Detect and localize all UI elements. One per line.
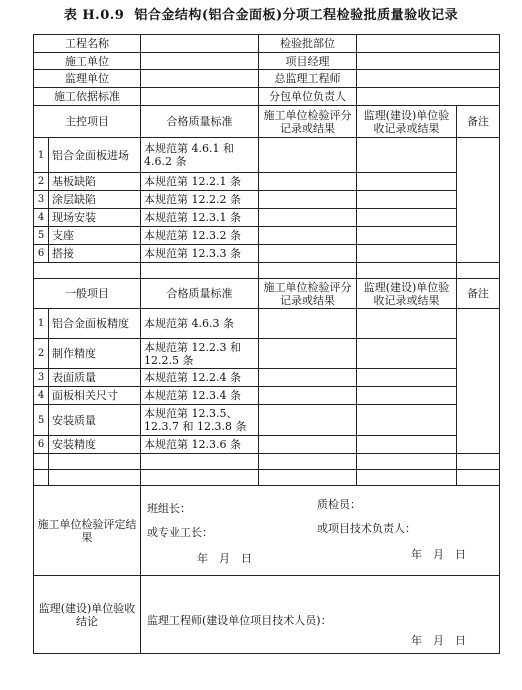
standard-header: 合格质量标准 bbox=[141, 106, 259, 138]
item-name: 表面质量 bbox=[49, 369, 141, 387]
main-items-header: 主控项目 bbox=[34, 106, 141, 138]
item-name: 涂层缺陷 bbox=[49, 191, 141, 209]
construction-record-cell[interactable] bbox=[259, 387, 357, 405]
chief-engineer-value[interactable] bbox=[357, 70, 500, 88]
table-row bbox=[34, 191, 500, 209]
row-number: 6 bbox=[34, 436, 49, 454]
table-row bbox=[34, 138, 500, 173]
supervision-record-cell[interactable] bbox=[357, 245, 457, 263]
table-row bbox=[34, 209, 500, 227]
subcontractor-lead-label: 分包单位负责人 bbox=[259, 88, 357, 106]
supervision-eval-row bbox=[34, 576, 500, 654]
blank-row bbox=[34, 454, 500, 470]
item-standard: 本规范第 12.2.4 条 bbox=[141, 369, 259, 387]
row-number: 2 bbox=[34, 173, 49, 191]
item-name: 面板相关尺寸 bbox=[49, 387, 141, 405]
construction-record-cell[interactable] bbox=[259, 309, 357, 339]
item-standard: 本规范第 4.6.3 条 bbox=[141, 309, 259, 339]
supervision-record-cell[interactable] bbox=[357, 138, 457, 173]
foreman-label: 或专业工长： bbox=[147, 526, 213, 539]
form-number: 表 H.0.9 bbox=[63, 8, 125, 23]
general-remark-cell[interactable] bbox=[457, 309, 500, 454]
construction-unit-label: 施工单位 bbox=[34, 53, 141, 70]
construction-record-cell[interactable] bbox=[259, 405, 357, 436]
supervision-eval-signatures[interactable] bbox=[141, 576, 500, 654]
chief-engineer-label: 总监理工程师 bbox=[259, 70, 357, 88]
item-name: 安装质量 bbox=[49, 405, 141, 436]
row-number: 4 bbox=[34, 209, 49, 227]
supervision-date: 年 月 日 bbox=[411, 634, 466, 647]
item-name: 安装精度 bbox=[49, 436, 141, 454]
blank-row bbox=[34, 263, 500, 279]
general-items-header-row bbox=[34, 279, 500, 309]
item-standard: 本规范第 12.3.5、12.3.7 和 12.3.8 条 bbox=[141, 405, 259, 436]
construction-record-cell[interactable] bbox=[259, 173, 357, 191]
item-name: 搭接 bbox=[49, 245, 141, 263]
item-standard: 本规范第 12.2.3 和 12.2.5 条 bbox=[141, 339, 259, 369]
row-number: 6 bbox=[34, 245, 49, 263]
row-number: 5 bbox=[34, 227, 49, 245]
form-title-text: 铝合金结构(铝合金面板)分项工程检验批质量验收记录 bbox=[134, 8, 459, 23]
table-row bbox=[34, 369, 500, 387]
table-row bbox=[34, 387, 500, 405]
row-number: 4 bbox=[34, 387, 49, 405]
header-row-2 bbox=[34, 53, 500, 70]
item-standard: 本规范第 12.2.1 条 bbox=[141, 173, 259, 191]
remark-header: 备注 bbox=[457, 279, 500, 309]
table-row bbox=[34, 245, 500, 263]
subcontractor-lead-value[interactable] bbox=[357, 88, 500, 106]
inspection-lot-label: 检验批部位 bbox=[259, 35, 357, 53]
supervision-record-cell[interactable] bbox=[357, 339, 457, 369]
item-name: 基板缺陷 bbox=[49, 173, 141, 191]
row-number: 1 bbox=[34, 138, 49, 173]
construction-record-cell[interactable] bbox=[259, 436, 357, 454]
item-standard: 本规范第 12.3.3 条 bbox=[141, 245, 259, 263]
form-title bbox=[0, 4, 522, 23]
item-name: 现场安装 bbox=[49, 209, 141, 227]
supervision-unit-label: 监理单位 bbox=[34, 70, 141, 88]
blank-row bbox=[34, 470, 500, 486]
table-row bbox=[34, 227, 500, 245]
construction-eval-signatures[interactable] bbox=[141, 486, 500, 576]
table-row bbox=[34, 436, 500, 454]
header-row-4 bbox=[34, 88, 500, 106]
basis-standard-value[interactable] bbox=[141, 88, 259, 106]
construction-eval-label: 施工单位检验评定结果 bbox=[34, 486, 141, 576]
item-standard: 本规范第 12.2.2 条 bbox=[141, 191, 259, 209]
item-standard: 本规范第 12.3.1 条 bbox=[141, 209, 259, 227]
main-items-header-row bbox=[34, 106, 500, 138]
row-number: 2 bbox=[34, 339, 49, 369]
construction-record-header: 施工单位检验评分记录或结果 bbox=[259, 279, 357, 309]
construction-record-cell[interactable] bbox=[259, 191, 357, 209]
table-row bbox=[34, 339, 500, 369]
supervision-engineer-label: 监理工程师(建设单位项目技术人员)： bbox=[147, 614, 332, 627]
item-name: 铝合金面板进场 bbox=[49, 138, 141, 173]
supervision-eval-label: 监理(建设)单位验收结论 bbox=[34, 576, 141, 654]
supervision-record-cell[interactable] bbox=[357, 209, 457, 227]
project-manager-label: 项目经理 bbox=[259, 53, 357, 70]
construction-date-right: 年 月 日 bbox=[411, 548, 466, 561]
construction-eval-row bbox=[34, 486, 500, 576]
project-manager-value[interactable] bbox=[357, 53, 500, 70]
inspection-lot-value[interactable] bbox=[357, 35, 500, 53]
table-row bbox=[34, 405, 500, 436]
standard-header: 合格质量标准 bbox=[141, 279, 259, 309]
table-row bbox=[34, 309, 500, 339]
row-number: 1 bbox=[34, 309, 49, 339]
construction-record-cell[interactable] bbox=[259, 339, 357, 369]
item-standard: 本规范第 12.3.2 条 bbox=[141, 227, 259, 245]
row-number: 5 bbox=[34, 405, 49, 436]
construction-date-left: 年 月 日 bbox=[197, 552, 252, 565]
supervision-record-cell[interactable] bbox=[357, 387, 457, 405]
header-row-1 bbox=[34, 35, 500, 53]
construction-unit-value[interactable] bbox=[141, 53, 259, 70]
supervision-record-header: 监理(建设)单位验收记录或结果 bbox=[357, 279, 457, 309]
construction-record-cell[interactable] bbox=[259, 227, 357, 245]
construction-record-cell[interactable] bbox=[259, 138, 357, 173]
construction-record-header: 施工单位检验评分记录或结果 bbox=[259, 106, 357, 138]
supervision-record-cell[interactable] bbox=[357, 227, 457, 245]
record-table bbox=[33, 34, 500, 654]
supervision-record-cell[interactable] bbox=[357, 436, 457, 454]
basis-standard-label: 施工依据标准 bbox=[34, 88, 141, 106]
inspector-label: 质检员： bbox=[317, 498, 361, 511]
item-name: 铝合金面板精度 bbox=[49, 309, 141, 339]
header-row-3 bbox=[34, 70, 500, 88]
item-standard: 本规范第 4.6.1 和 4.6.2 条 bbox=[141, 138, 259, 173]
remark-header: 备注 bbox=[457, 106, 500, 138]
table-row bbox=[34, 173, 500, 191]
supervision-unit-value[interactable] bbox=[141, 70, 259, 88]
project-name-value[interactable] bbox=[141, 35, 259, 53]
team-leader-label: 班组长： bbox=[147, 502, 191, 515]
construction-record-cell[interactable] bbox=[259, 209, 357, 227]
item-standard: 本规范第 12.3.4 条 bbox=[141, 387, 259, 405]
item-standard: 本规范第 12.3.6 条 bbox=[141, 436, 259, 454]
supervision-record-header: 监理(建设)单位验收记录或结果 bbox=[357, 106, 457, 138]
supervision-record-cell[interactable] bbox=[357, 191, 457, 209]
construction-record-cell[interactable] bbox=[259, 369, 357, 387]
project-name-label: 工程名称 bbox=[34, 35, 141, 53]
supervision-record-cell[interactable] bbox=[357, 405, 457, 436]
construction-record-cell[interactable] bbox=[259, 245, 357, 263]
row-number: 3 bbox=[34, 191, 49, 209]
supervision-record-cell[interactable] bbox=[357, 369, 457, 387]
tech-lead-label: 或项目技术负责人： bbox=[317, 522, 416, 535]
main-remark-cell[interactable] bbox=[457, 138, 500, 263]
item-name: 制作精度 bbox=[49, 339, 141, 369]
supervision-record-cell[interactable] bbox=[357, 173, 457, 191]
row-number: 3 bbox=[34, 369, 49, 387]
supervision-record-cell[interactable] bbox=[357, 309, 457, 339]
item-name: 支座 bbox=[49, 227, 141, 245]
general-items-header: 一般项目 bbox=[34, 279, 141, 309]
